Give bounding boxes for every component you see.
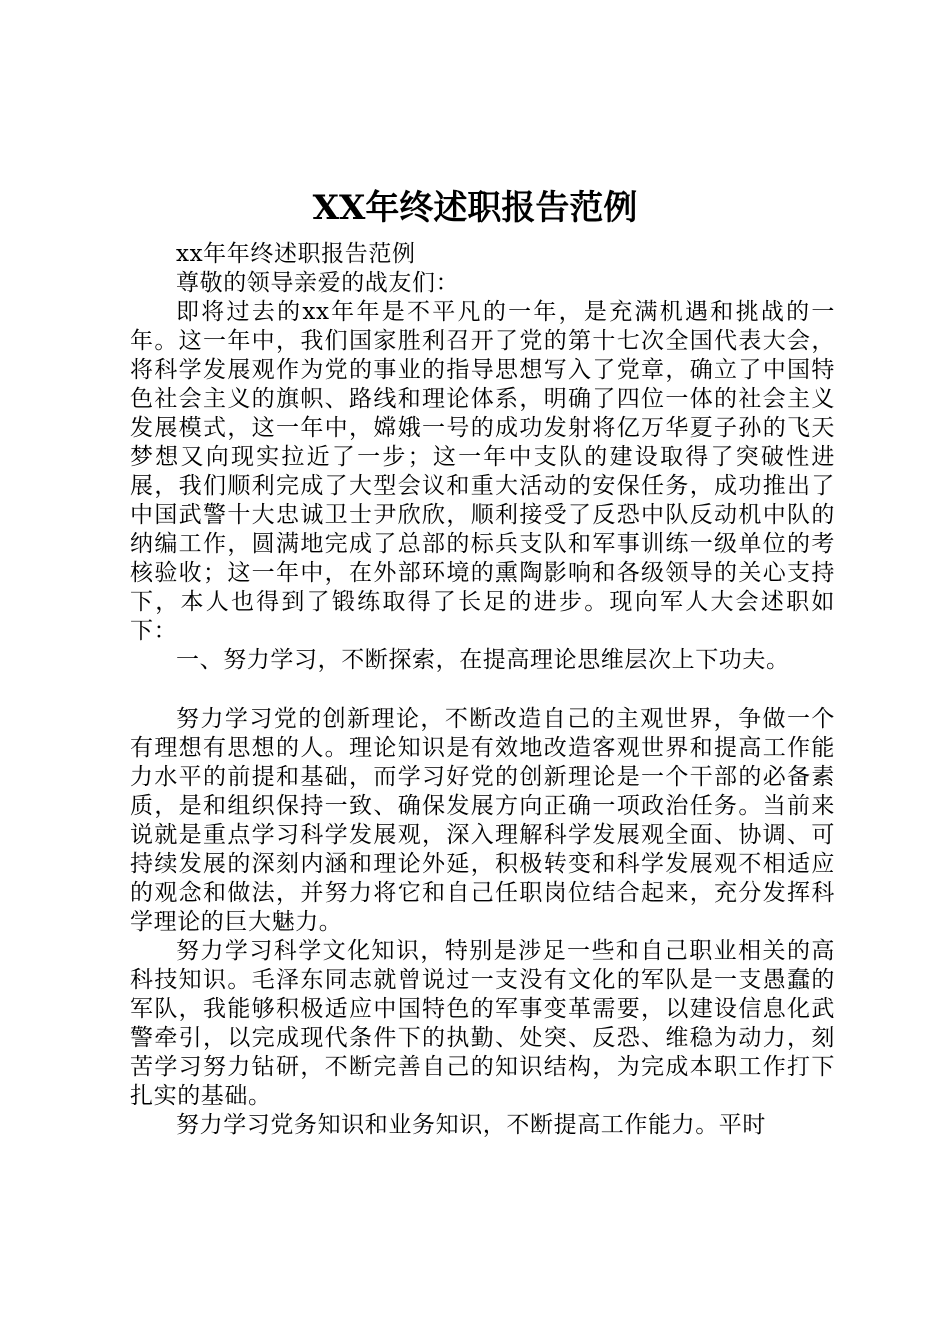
subtitle-paragraph: xx年年终述职报告范例 <box>176 241 416 267</box>
body-paragraph: 努力学习科学文化知识，特别是涉足一些和自己职业相关的高科技知识。毛泽东同志就曾说过一支没有文化的军队是一支愚蠢的军队，我能够积极适应中国特色的军事变革需要，以建设信息化武警牵引，以完成现代条件下的执勤、处突、反恐、维稳为动力，刻苦学习努力钻研，不断完善自己的知识结构，为完成本职工作打下扎实的基础。 <box>130 938 835 1109</box>
document-body <box>130 240 835 1140</box>
document-title: XX年终述职报告范例 <box>312 188 638 228</box>
salutation-paragraph: 尊敬的领导亲爱的战友们： <box>176 270 460 296</box>
body-paragraph: 努力学习党的创新理论，不断改造自己的主观世界，争做一个有理想有思想的人。理论知识是有效地改造客观世界和提高工作能力水平的前提和基础，而学习好党的创新理论是一个干部的必备素质，是和组织保持一致、确保发展方向正确一项政治任务。当前来说就是重点学习科学发展观，深入理解科学发展观全面、协调、可持续发展的深刻内涵和理论外延，积极转变和科学发展观不相适应的观念和做法，并努力将它和自己任职岗位结合起来，充分发挥科学理论的巨大魅力。 <box>130 706 835 935</box>
body-paragraph: 努力学习党务知识和业务知识，不断提高工作能力。平时 <box>176 1112 766 1138</box>
section-heading: 一、努力学习，不断探索，在提高理论思维层次上下功夫。 <box>176 647 790 673</box>
intro-paragraph: 即将过去的xx年年是不平凡的一年，是充满机遇和挑战的一年。这一年中，我们国家胜利召开了党的第十七次全国代表大会，将科学发展观作为党的事业的指导思想写入了党章，确立了中国特色社会主义的旗帜、路线和理论体系，明确了四位一体的社会主义发展模式，这一年中，嫦娥一号的成功发射将亿万华夏子孙的飞天梦想又向现实拉近了一步；这一年中支队的建设取得了突破性进展，我们顺利完成了大型会议和重大活动的安保任务，成功推出了中国武警十大忠诚卫士尹欣欣，顺利接受了反恐中队反动机中队的纳编工作，圆满地完成了总部的标兵支队和军事训练一级单位的考核验收；这一年中，在外部环境的熏陶影响和各级领导的关心支持下，本人也得到了锻练取得了长足的进步。现向军人大会述职如下： <box>130 299 835 644</box>
